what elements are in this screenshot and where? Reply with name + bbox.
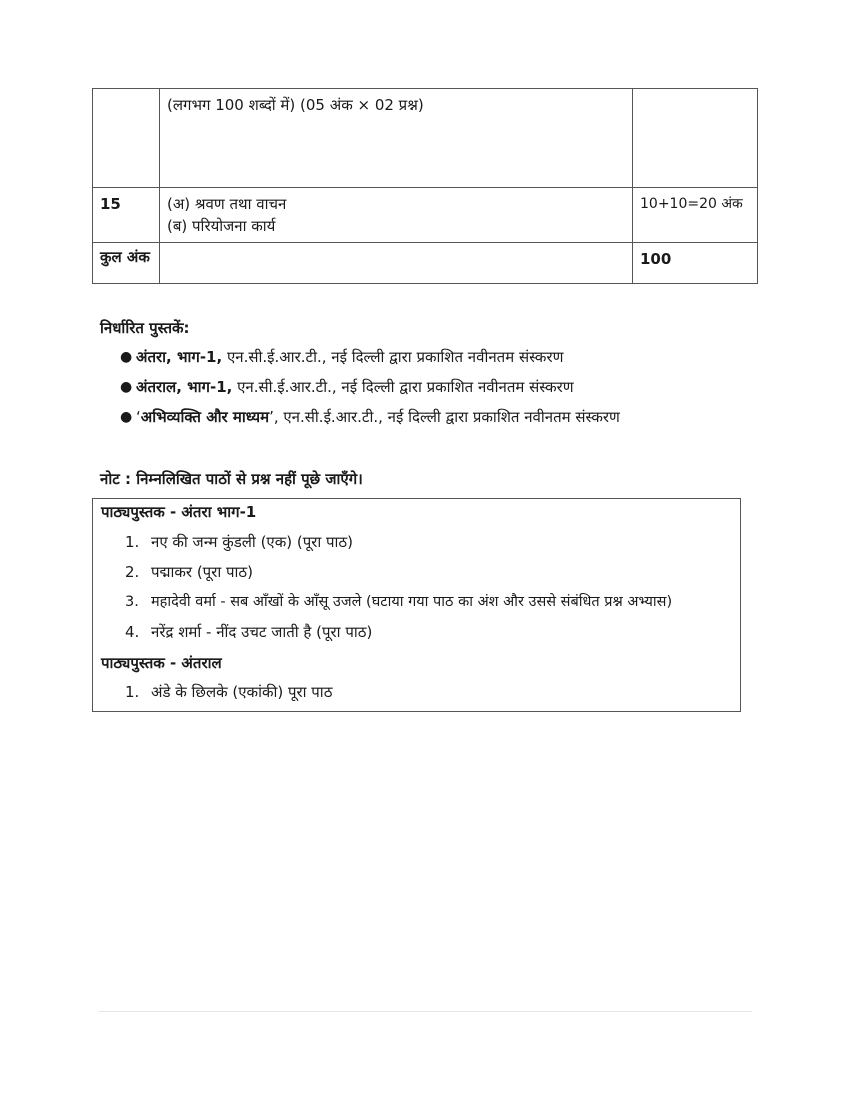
list-item [99, 617, 734, 647]
item-text: पद्माकर (पूरा पाठ) [151, 563, 253, 581]
table-row [93, 188, 758, 243]
list-item [99, 527, 734, 557]
item-number: 1. [125, 683, 140, 701]
item-number: 1. [125, 533, 140, 551]
question-content-cell [160, 89, 633, 188]
list-item [120, 342, 620, 372]
list-item [120, 372, 620, 402]
footer-divider [98, 1011, 752, 1012]
content-line: (ब) परियोजना कार्य [167, 217, 276, 235]
bullet-icon: ● [120, 409, 133, 425]
marks-cell: 10+10=20 अंक [633, 188, 758, 243]
content-line: (लगभग 100 शब्दों में) (05 अंक × 02 प्रश्न) [167, 96, 424, 114]
book-publisher: ’, एन.सी.ई.आर.टी., नई दिल्ली द्वारा प्रकाशित नवीनतम संस्करण [269, 408, 620, 426]
item-text: महादेवी वर्मा - सब आँखों के आँसू उजले (घटाया गया पाठ का अंश और उससे संबंधित प्रश्न अभ्यास) [151, 594, 673, 610]
antaral-excluded-list [99, 677, 734, 707]
list-item [120, 402, 620, 432]
antara-heading: पाठ्यपुस्तक - अंतरा भाग-1 [101, 503, 257, 521]
book-title: अंतरा, भाग-1, [136, 348, 223, 366]
excluded-lessons-box [92, 498, 741, 712]
question-number-cell [93, 89, 160, 188]
item-number: 3. [125, 594, 139, 610]
table-row [93, 89, 758, 188]
antaral-heading: पाठ्यपुस्तक - अंतराल [101, 654, 222, 672]
bullet-icon: ● [120, 379, 133, 395]
book-title: अभिव्यक्ति और माध्यम [140, 408, 270, 426]
item-number: 4. [125, 623, 140, 641]
item-text: नए की जन्म कुंडली (एक) (पूरा पाठ) [151, 533, 353, 551]
item-text: अंडे के छिलके (एकांकी) पूरा पाठ [151, 683, 333, 701]
marks-cell [633, 89, 758, 188]
book-publisher: एन.सी.ई.आर.टी., नई दिल्ली द्वारा प्रकाशित नवीनतम संस्करण [222, 348, 564, 366]
item-number: 2. [125, 563, 140, 581]
list-item [99, 557, 734, 587]
list-item [99, 587, 734, 617]
total-label-cell: कुल अंक [93, 243, 160, 284]
prescribed-books-list [120, 342, 620, 432]
prescribed-books-heading: निर्धारित पुस्तकें: [100, 319, 190, 337]
antara-excluded-list [99, 527, 734, 647]
book-publisher: एन.सी.ई.आर.टी., नई दिल्ली द्वारा प्रकाशित नवीनतम संस्करण [232, 378, 574, 396]
table-row-total [93, 243, 758, 284]
item-text: नरेंद्र शर्मा - नींद उचट जाती है (पूरा पाठ) [151, 623, 373, 641]
book-quote-open: ‘ [136, 408, 141, 426]
note-heading: नोट : निम्नलिखित पाठों से प्रश्न नहीं पूछे जाएँगे। [100, 470, 363, 488]
question-content-cell [160, 243, 633, 284]
content-line: (अ) श्रवण तथा वाचन [167, 195, 287, 213]
book-title: अंतराल, भाग-1, [136, 378, 233, 396]
total-marks-cell: 100 [633, 243, 758, 284]
list-item [99, 677, 734, 707]
marks-table [92, 88, 758, 284]
bullet-icon: ● [120, 349, 133, 365]
question-number-cell: 15 [93, 188, 160, 243]
question-content-cell [160, 188, 633, 243]
